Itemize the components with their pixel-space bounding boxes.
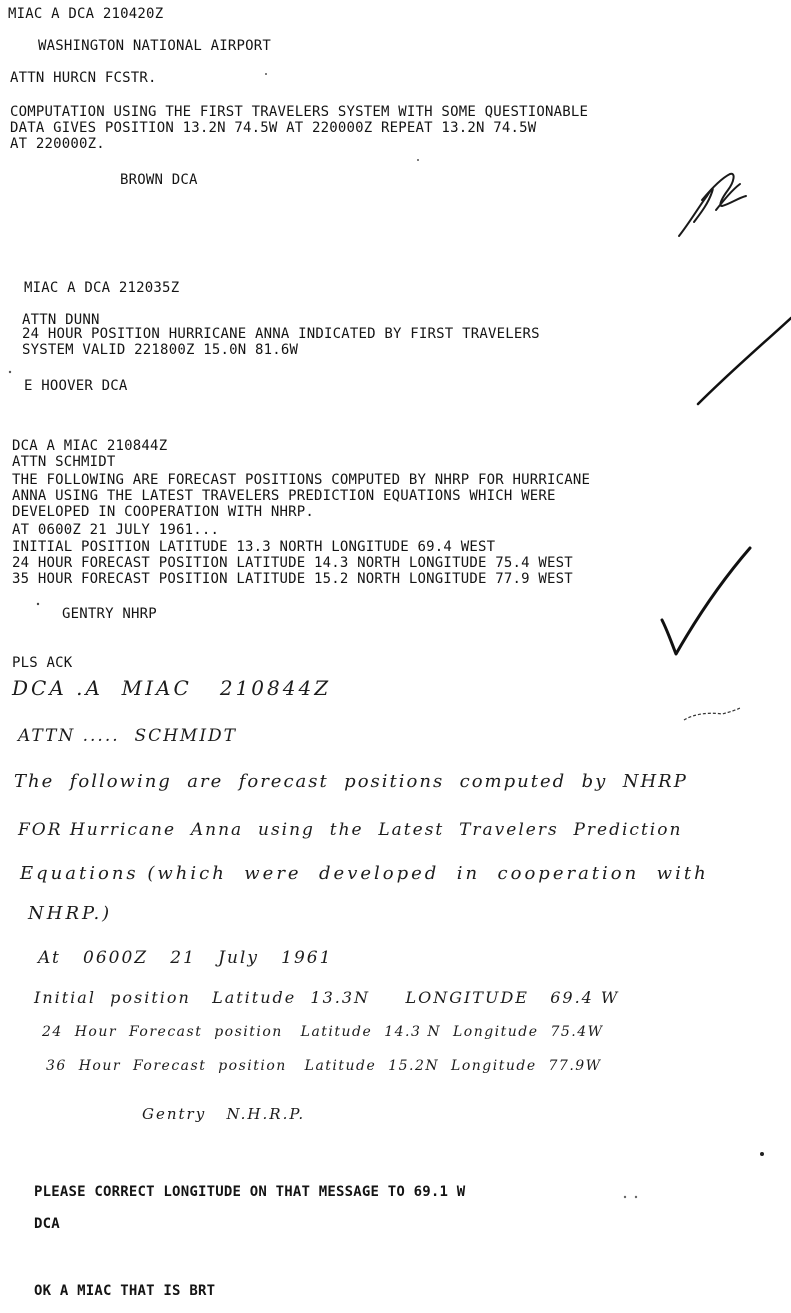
- msg3-body-line: 24 HOUR FORECAST POSITION LATITUDE 14.3 NORTH LONGITUDE 75.4 WEST: [12, 555, 573, 571]
- msg2-body-line: SYSTEM VALID 221800Z 15.0N 81.6W: [22, 342, 299, 358]
- check-mark: [662, 548, 750, 654]
- correction-line: PLEASE CORRECT LONGITUDE ON THAT MESSAGE TO 69.1 W: [34, 1184, 466, 1200]
- msg2-body-line: 24 HOUR POSITION HURRICANE ANNA INDICATED BY FIRST TRAVELERS: [22, 326, 540, 342]
- handwritten-body-line: FOR Hurricane Anna using the Latest Travelers Prediction: [18, 820, 683, 840]
- handwritten-body-line: NHRP.): [28, 903, 113, 924]
- handwritten-row: 36 Hour Forecast position Latitude 15.2N Longitude 77.9W: [46, 1058, 602, 1074]
- handwritten-row: Initial position Latitude 13.3N LONGITUDE 69.4 W: [34, 988, 620, 1007]
- msg3-attn: ATTN SCHMIDT: [12, 454, 116, 470]
- handwritten-row: 24 Hour Forecast position Latitude 14.3 N Longitude 75.4W: [42, 1024, 604, 1040]
- initials-mark: [679, 174, 746, 236]
- msg3-body-line: AT 0600Z 21 JULY 1961...: [12, 522, 220, 538]
- handwritten-signature: Gentry N.H.R.P.: [142, 1105, 306, 1123]
- msg3-signature: GENTRY NHRP: [62, 606, 157, 622]
- msg3-body-line: ANNA USING THE LATEST TRAVELERS PREDICTION EQUATIONS WHICH WERE: [12, 488, 556, 504]
- msg2-attn: ATTN DUNN: [22, 312, 100, 328]
- msg3-body-line: DEVELOPED IN COOPERATION WITH NHRP.: [12, 504, 315, 520]
- msg3-body-line: 35 HOUR FORECAST POSITION LATITUDE 15.2 NORTH LONGITUDE 77.9 WEST: [12, 571, 573, 587]
- msg3-body-line: THE FOLLOWING ARE FORECAST POSITIONS COMPUTED BY NHRP FOR HURRICANE: [12, 472, 591, 488]
- scribble-mark: [684, 708, 740, 720]
- slash-mark: [698, 318, 791, 404]
- msg2-signature: E HOOVER DCA: [24, 378, 128, 394]
- msg3-ack: PLS ACK: [12, 655, 73, 671]
- msg1-origin: WASHINGTON NATIONAL AIRPORT: [38, 38, 271, 54]
- correction-signature: DCA: [34, 1216, 60, 1232]
- msg1-attn: ATTN HURCN FCSTR.: [10, 70, 157, 86]
- msg3-header: DCA A MIAC 210844Z: [12, 438, 168, 454]
- msg1-signature: BROWN DCA: [120, 172, 198, 188]
- msg1-body-line: COMPUTATION USING THE FIRST TRAVELERS SYSTEM WITH SOME QUESTIONABLE: [10, 104, 589, 120]
- reply-line: OK A MIAC THAT IS BRT: [34, 1283, 216, 1299]
- msg3-body-line: INITIAL POSITION LATITUDE 13.3 NORTH LONGITUDE 69.4 WEST: [12, 539, 496, 555]
- handwritten-header: DCA .A MIAC 210844Z: [12, 676, 332, 700]
- handwritten-attn: ATTN ..... SCHMIDT: [18, 726, 238, 746]
- handwritten-time: At 0600Z 21 July 1961: [38, 948, 333, 968]
- handwritten-body-line: Equations (which were developed in cooperation with: [20, 863, 709, 884]
- msg2-header: MIAC A DCA 212035Z: [24, 280, 180, 296]
- msg1-header: MIAC A DCA 210420Z: [8, 6, 164, 22]
- msg1-body-line: AT 220000Z.: [10, 136, 105, 152]
- handwritten-body-line: The following are forecast positions computed by NHRP: [14, 771, 688, 792]
- msg1-body-line: DATA GIVES POSITION 13.2N 74.5W AT 220000Z REPEAT 13.2N 74.5W: [10, 120, 537, 136]
